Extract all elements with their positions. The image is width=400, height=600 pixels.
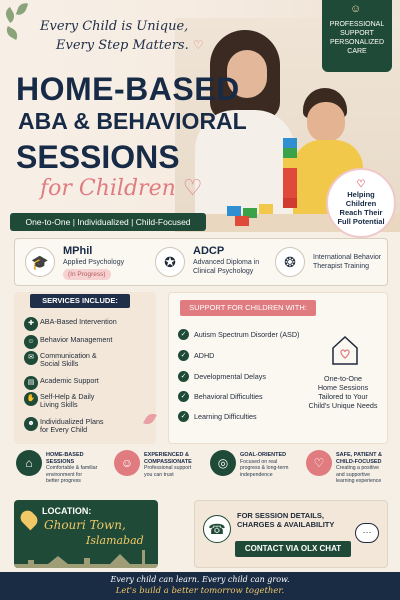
list-item: ☺ Behavior Management — [40, 336, 112, 344]
target-icon: ◎ — [210, 450, 236, 476]
feature-safe: ♡ SAFE, PATIENT & CHILD-FOCUSED Creating a positive and supportive learning experience — [306, 450, 398, 496]
credential-adcp: ✪ ADCP Advanced Diploma in Clinical Psychology — [155, 243, 273, 283]
status-badge: (In Progress) — [63, 269, 111, 280]
check-icon: ✓ — [178, 371, 189, 382]
check-icon: ✓ — [178, 411, 189, 422]
speech-icon: ✉ — [24, 351, 38, 365]
check-icon: ✓ — [178, 391, 189, 402]
page-title-line-3: SESSIONS — [16, 139, 180, 175]
footer: Every child can learn. Every child can grow. Let's build a better tomorrow together. — [0, 572, 400, 600]
check-icon: ✓ — [178, 350, 189, 361]
person-star-icon: ☺ — [350, 3, 362, 15]
page-subtitle: for Children ♡ — [40, 176, 203, 201]
heart-icon: ♡ — [192, 38, 204, 52]
feature-experienced: ☺ EXPERIENCED & COMPASSIONATE Professional support you can trust — [114, 450, 206, 496]
list-item: ✓ Behavioral Difficulties — [194, 392, 263, 401]
page-title-line-2: ABA & BEHAVIORAL — [18, 108, 247, 134]
book-icon: ▤ — [24, 376, 38, 390]
hand-icon: ✋ — [24, 392, 38, 406]
list-item: ▤ Academic Support — [40, 377, 99, 385]
list-item: ✓ Learning Difficulties — [194, 412, 257, 421]
behavior-icon: ☺ — [24, 335, 38, 349]
heart-icon: ♡ — [356, 179, 366, 190]
contact-card: ☎ FOR SESSION DETAILS, CHARGES & AVAILABILITY CONTACT VIA OLX CHAT ··· — [194, 500, 388, 568]
list-item: ✉ Communication & Social Skills — [40, 352, 97, 368]
home-icon: ⌂ — [16, 450, 42, 476]
potential-badge: ♡ Helping Children Reach Their Full Potential — [326, 168, 396, 238]
shield-heart-icon: ♡ — [306, 450, 332, 476]
credentials-bar — [14, 238, 388, 286]
page-title-line-1: HOME-BASED — [16, 71, 240, 107]
house-heart-icon — [330, 334, 360, 366]
support-header: SUPPORT FOR CHILDREN WITH: — [180, 300, 316, 316]
person-icon: ☺ — [114, 450, 140, 476]
list-item: ✋ Self-Help & Daily Living Skills — [40, 393, 94, 409]
credential-mphil: 🎓 MPhil Applied Psychology (In Progress) — [25, 243, 145, 283]
islamabad-skyline-icon — [14, 548, 158, 568]
chat-bubble-icon: ··· — [355, 523, 379, 543]
check-icon: ✓ — [178, 329, 189, 340]
tagline: Every Child is Unique, Every Step Matters. ♡ — [40, 19, 204, 53]
professional-care-ribbon: ☺ PROFESSIONAL SUPPORT PERSONALIZED CARE — [322, 0, 392, 72]
heart-icon: ♡ — [182, 176, 203, 201]
list-item: ✚ ABA-Based Intervention — [40, 318, 117, 326]
feature-pill-bar: One-to-One | Individualized | Child-Focused — [10, 213, 206, 231]
certificate-icon: ✪ — [155, 247, 185, 277]
feature-home-based: ⌂ HOME-BASED SESSIONS Comfortable & familiar environment for better progress — [16, 450, 108, 496]
services-header: SERVICES INCLUDE: — [30, 294, 130, 308]
graduation-cap-icon: 🎓 — [25, 247, 55, 277]
puzzle-icon: ✚ — [24, 317, 38, 331]
phone-icon: ☎ — [203, 515, 231, 543]
map-pin-icon — [18, 508, 41, 531]
list-item: ☻ Individualized Plans for Every Child — [40, 418, 104, 434]
feature-goal-oriented: ◎ GOAL-ORIENTED Focused on real progress & long-term independence — [210, 450, 302, 496]
people-icon: ☻ — [24, 417, 38, 431]
credential-training: ❂ International Behavior Therapist Training — [275, 243, 387, 283]
brain-icon: ❂ — [275, 247, 305, 277]
home-sessions-note: One-to-One Home Sessions Tailored to Your Child's Unique Needs — [308, 374, 378, 410]
list-item: ✓ ADHD — [194, 351, 214, 360]
list-item: ✓ Developmental Delays — [194, 372, 266, 381]
location-card: LOCATION: Ghouri Town, Islamabad — [14, 500, 158, 568]
list-item: ✓ Autism Spectrum Disorder (ASD) — [194, 330, 299, 339]
contact-olx-chat-button[interactable]: CONTACT VIA OLX CHAT — [235, 541, 351, 557]
